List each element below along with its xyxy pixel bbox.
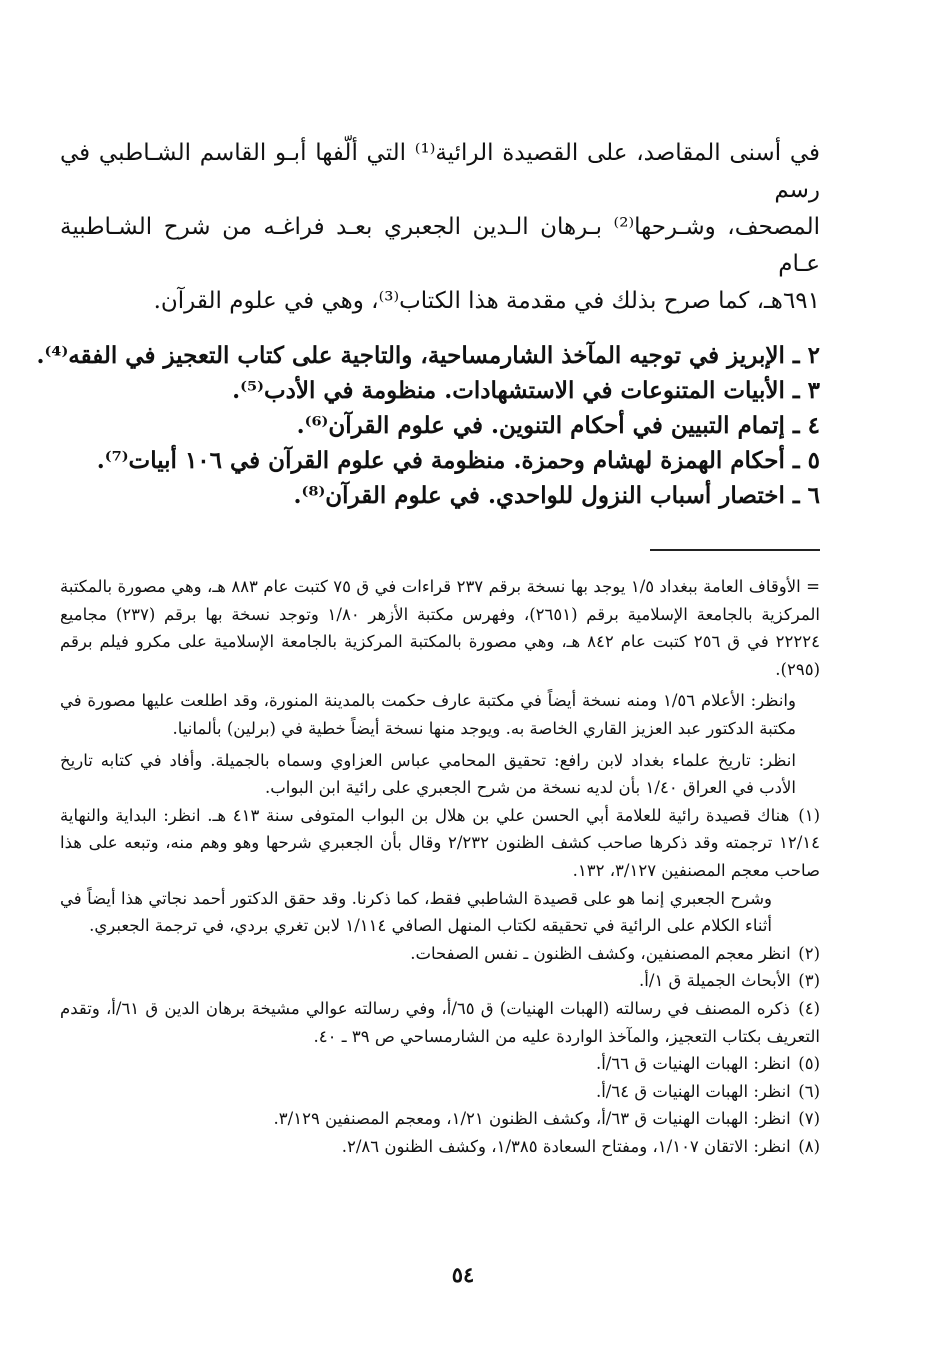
footnote-5: [60, 1050, 820, 1078]
page-body: [36, 135, 821, 1160]
footnote-divider: [650, 549, 820, 551]
footnote-text: هناك قصيدة رائية للعلامة أبي الحسن علي بن هلال بن البواب المتوفى سنة ٤١٣ هـ. انظر: البداية والنهاية ١٢/١٤ ترجمته وقد ذكرها صاحب كشف الظنون ٢/٢٣٢ وقال بأن الجعبري شرحها وهو وهم منه، وتبعه على هذا صاحب معجم المصنفين ٣/١٢٧، ١٣٢.: [60, 805, 820, 880]
footnote-text: انظر معجم المصنفين، وكشف الظنون ـ نفس الصفحات.: [410, 943, 791, 963]
footnote-mark: (٣): [798, 971, 820, 991]
works-list: [36, 338, 820, 513]
list-item-number: ٤ ـ: [792, 412, 820, 439]
list-item: [60, 478, 820, 513]
main-line-1: في أسنى المقاصد، على القصيدة الرائية⁽¹⁾ التي ألّفها أبـو القاسم الشـاطبي في رسم: [60, 140, 820, 203]
footnote-8: [60, 1133, 820, 1161]
footnote-mark: (٤): [798, 998, 821, 1018]
list-item-text: اختصار أسباب النزول للواحدي. في علوم القرآن⁽⁸⁾.: [293, 482, 785, 509]
footnote-continued: انظر: تاريخ علماء بغداد لابن رافع: تحقيق المحامي عباس العزاوي وسماه بالجميلة. وأفاد في كتابه تاريخ الأدب في العراق ١/٤٠ بأن لديه نسخة من شرح الجعبري على رائية ابن البواب.: [60, 750, 796, 798]
footnote-text: انظر: الهبات الهنيات ق ٦٤/أ.: [595, 1081, 791, 1101]
footnote-1-continued: وشرح الجعبري إنما هو على قصيدة الشاطبي فقط، كما ذكرنا. وقد حقق الدكتور أحمد نجاتي هذا أيضاً في أثناء الكلام على الرائية في تحقيقه لكتاب المنهل الصافي ١/١١٤ لابن تغري بردي، في ترجمة الجعبري.: [60, 888, 772, 936]
footnote-mark: (١): [798, 805, 821, 825]
footnote-text: انظر: الهبات الهنيات ق ٦٣/أ، وكشف الظنون ١/٢١، ومعجم المصنفين ٣/١٢٩.: [273, 1109, 791, 1129]
footnote-text: انظر: الهبات الهنيات ق ٦٦/أ.: [595, 1054, 791, 1074]
footnote-text: ذكره المصنف في رسالته (الهبات الهنيات) ق ٦٥/أ، وفي رسالته عوالي مشيخة برهان الدين ق ٦١/أ، وتقدم التعريف بكتاب التعجيز، والمآخذ الواردة عليه من الشارمساحي ص ٣٩ ـ ٤٠.: [60, 998, 820, 1046]
footnote-mark: (٧): [798, 1109, 820, 1129]
main-paragraph: [60, 135, 820, 320]
footnote-text: انظر: الاتقان ١/١٠٧، ومفتاح السعادة ١/٣٨٥، وكشف الظنون ٢/٨٦.: [341, 1136, 791, 1156]
main-line-2: المصحف، وشـرحها⁽²⁾ بـرهان الـدين الجعبري بعـد فراغـه من شرح الشـاطبية عـام: [60, 214, 820, 277]
list-item: [36, 338, 820, 373]
footnotes: [60, 573, 820, 1160]
footnote-3: [60, 967, 820, 995]
list-item-text: الأبيات المتنوعات في الاستشهادات. منظومة في الأدب⁽⁵⁾.: [232, 377, 785, 404]
footnote-text: الأبحاث الجميلة ق ١/أ.: [639, 971, 791, 991]
footnote-mark: (٥): [798, 1054, 820, 1074]
footnote-continued: وانظر: الأعلام ١/٥٦ ومنه نسخة أيضاً في مكتبة عارف حكمت بالمدينة المنورة، وقد اطلعت عليها مصورة في مكتبة الدكتور عبد العزيز القاري الخاصة به. ويوجد منها نسخة أيضاً خطية في (برلين) بألمانيا.: [60, 691, 796, 738]
list-item-text: أحكام الهمزة لهشام وحمزة. منظومة في علوم القرآن في ١٠٦ أبيات⁽⁷⁾.: [96, 447, 785, 474]
footnote-2: [60, 940, 820, 968]
list-item-number: ٢ ـ: [792, 342, 820, 369]
list-item: [60, 373, 820, 408]
list-item-text: إتمام التبيين في أحكام التنوين. في علوم القرآن⁽⁶⁾.: [296, 412, 785, 439]
footnote-mark: (٢): [798, 943, 820, 963]
footnote-6: [60, 1078, 820, 1106]
footnote-mark: (٨): [798, 1136, 820, 1156]
footnote-1: [60, 802, 820, 885]
list-item-text: الإبريز في توجيه المآخذ الشارمساحية، والتاجية على كتاب التعجيز في الفقه⁽⁴⁾.: [36, 342, 785, 369]
list-item: [60, 443, 820, 478]
footnote-mark: (٦): [798, 1081, 820, 1101]
list-item: [60, 408, 820, 443]
list-item-number: ٦ ـ: [792, 482, 820, 509]
footnote-continued: = الأوقاف العامة ببغداد ١/٥ يوجد بها نسخة برقم ٢٣٧ قراءات في ق ٧٥ كتبت عام ٨٨٣ هـ، وهي مصورة بالمكتبة المركزية بالجامعة الإسلامية برقم (٢٦٥١)، وفهرس مكتبة الأزهر ١/٨٠ وتوجد نسخة بها برقم (٢٣٧) مجاميع ٢٢٢٢٤ في ق ٢٥٦ كتبت عام ٨٤٢ هـ، وهي مصورة بالمكتبة المركزية بالجامعة الإسلامية على مكرو فيلم برقم (٢٩٥).: [60, 577, 820, 679]
main-line-3: ٦٩١هـ، كما صرح بذلك في مقدمة هذا الكتاب⁽³⁾، وهي في علوم القرآن.: [153, 288, 820, 314]
footnote-4: [60, 995, 820, 1050]
list-item-number: ٣ ـ: [792, 377, 820, 404]
footnote-7: [60, 1105, 820, 1133]
page-number: ٥٤: [451, 1262, 475, 1287]
list-item-number: ٥ ـ: [792, 447, 820, 474]
